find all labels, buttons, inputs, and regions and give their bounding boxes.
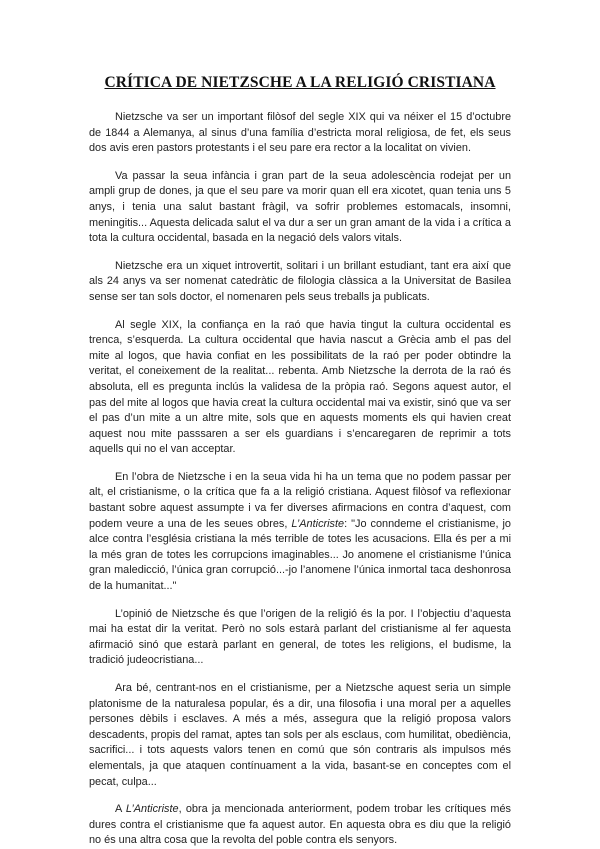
paragraph-text: Ara bé, centrant-nos en el cristianisme, per a Nietzsche aquest seria un simple platonisme de la naturalesa popular, és a dir, una filosofia i una moral per a aquelles persones dèbils i esclaves. A més a més, assegura que la religió proposa valors descadents, propis del ramat, aptes tan sols per als esclaus, com humilitat, obediència, sacrifici... i tots aquests valors tenen en comú que són contraris als impulsos més elementals, ja que ataquen contínuament a la vida, basant-se en conceptes com el pecat, culpa... <box>89 682 511 788</box>
body-paragraph <box>89 681 511 790</box>
body-paragraph <box>89 318 511 458</box>
book-title-italic: L’Anticriste <box>125 803 179 816</box>
body-paragraph <box>89 169 511 247</box>
paragraph-text: : "Jo conndeme el cristianisme, jo alce contra l’església cristiana la més terrible de totes les acusacions. Ella és per a mi la més gran de totes les corrupcions imaginables... Jo anomene el cristianisme l’única gran maledicció, l’única gran corrupció...-jo l’anomene l’única inmortal taca deshonrosa de la humanitat..." <box>89 517 511 593</box>
body-paragraph <box>89 110 511 157</box>
body-paragraph <box>89 470 511 595</box>
document-body <box>89 110 511 849</box>
paragraph-text: A <box>115 803 126 816</box>
body-paragraph <box>89 259 511 306</box>
book-title-italic: L’Anticriste <box>291 517 345 530</box>
paragraph-text: Nietzsche va ser un important filòsof del segle XIX qui va néixer el 15 d’octubre de 1844 a Alemanya, al sinus d’una família d’estricta moral religiosa, de fet, els seus dos avis eren pastors protestants i el seu pare era rector a la localitat on vivien. <box>89 111 511 155</box>
paragraph-text: Va passar la seua infància i gran part de la seua adolescència rodejat per un ampli grup de dones, ja que el seu pare va morir quan ell era xicotet, quan tenia uns 5 anys, i tenia una salut bastant fràgil, va sofrir problemes estomacals, insomni, meningitis... Aquesta delicada salut el va dur a ser un gran amant de la vida i a crítica a tota la cultura occidental, basada en la negació dels valors vitals. <box>89 169 511 245</box>
paragraph-text: L’opinió de Nietzsche és que l’origen de la religió és la por. I l’objectiu d’aquesta mai ha estat dir la veritat. Però no sols estarà parlant del cristianisme al fer aquesta afirmació sinó que estarà parlant en general, de totes les religions, el budisme, la tradició judeocristiana... <box>89 607 511 667</box>
paragraph-text: Al segle XIX, la confiança en la raó que havia tingut la cultura occidental es trenca, s’esquerda. La cultura occidental que havia nascut a Grècia amb el pas del mite al logos, que havia confiat en les possibilitats de la raó per poder obtindre la veritat, el coneixement de la realitat... rebenta. Amb Nietzsche la derrota de la raó és absoluta, ell es pregunta inclús la validesa de la pròpia raó. Segons aquest autor, el pas del mite al logos que havia creat la cultura occidental mai va existir, sinó que va ser el pas d’un mite a un altre mite, sols que en aquests moments els qui havien creat aquest nou mite passsaren a ser els guardians i s’encaregaren de reprimir a tots aquells qui no el van acceptar. <box>89 318 511 456</box>
paragraph-text: En l’obra de Nietzsche i en la seua vida hi ha un tema que no podem passar per alt, el cristianisme, o la crítica que fa a la religió cristiana. Aquest filòsof va reflexionar bastant sobre aquest assumpte i va fer diverses afirmacions en contra d’aquest, com podem veure a una de les seues obres, <box>89 470 511 530</box>
body-paragraph <box>89 802 511 849</box>
document-title: CRÍTICA DE NIETZSCHE A LA RELIGIÓ CRISTIANA <box>104 74 496 91</box>
paragraph-text: , obra ja mencionada anteriorment, podem trobar les crítiques més dures contra el cristianisme que fa aquest autor. En aquesta obra es diu que la religió no és una altra cosa que la revolta del poble contra els senyors. <box>89 803 511 847</box>
body-paragraph <box>89 607 511 669</box>
paragraph-text: Nietzsche era un xiquet introvertit, solitari i un brillant estudiant, tant era així que als 24 anys va ser nomenat catedràtic de filologia clàssica a la Universitat de Basilea sense ser tan sols doctor, el nomenaren pels seus treballs ja publicats. <box>89 259 511 303</box>
